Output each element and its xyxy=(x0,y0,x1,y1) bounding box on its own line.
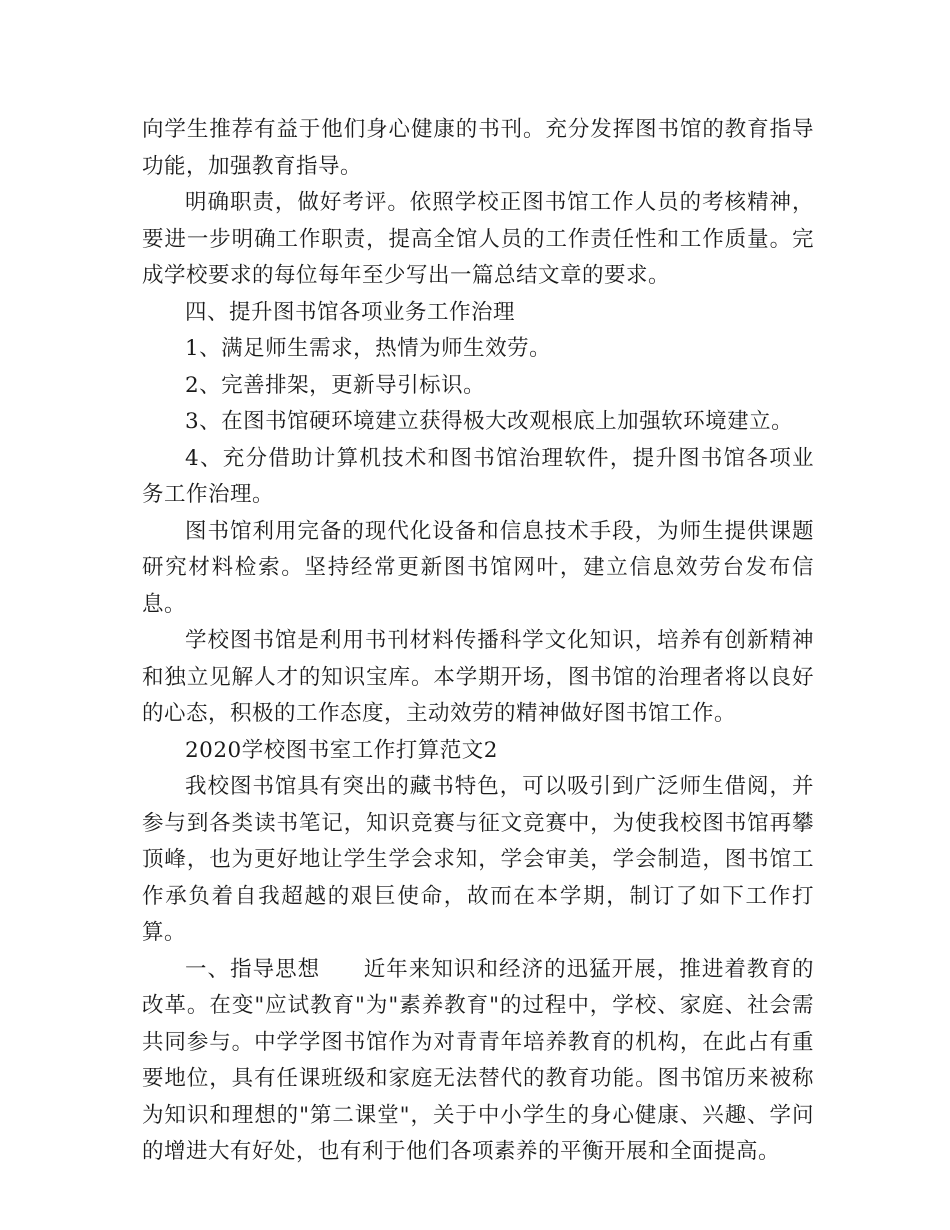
paragraph: 明确职责，做好考评。依照学校正图书馆工作人员的考核精神，要进一步明确工作职责，提高全馆人员的工作责任性和工作质量。完成学校要求的每位每年至少写出一篇总结文章的要求。 xyxy=(142,190,814,288)
document-body xyxy=(142,112,814,1171)
section-heading-inline: 一、指导思想 xyxy=(185,956,321,982)
paragraph-body: 近年来知识和经济的迅猛开展，推进着教育的改革。在变"应试教育"为"素养教育"的过程中，学校、家庭、社会需共同参与。中学学图书馆作为对青青年培养教育的机构，在此占有重要地位，具有任课班级和家庭无法替代的教育功能。图书馆历来被称为知识和理想的"第二课堂"，关于中小学生的身心健康、兴趣、学问的增进大有好处，也有利于他们各项素养的平衡开展和全面提高。 xyxy=(142,956,814,1164)
paragraph: 学校图书馆是利用书刊材料传播科学文化知识，培养有创新精神和独立见解人才的知识宝库。本学期开场，图书馆的治理者将以良好的心态，积极的工作态度，主动效劳的精神做好图书馆工作。 xyxy=(142,628,814,726)
article-title: 2020学校图书室工作打算范文2 xyxy=(185,737,498,763)
paragraph xyxy=(142,952,814,1171)
list-item: 1、满足师生需求，热情为师生效劳。 xyxy=(185,336,552,361)
paragraph: 我校图书馆具有突出的藏书特色，可以吸引到广泛师生借阅，并参与到各类读书笔记，知识竞赛与征文竞赛中，为使我校图书馆再攀顶峰，也为更好地让学生学会求知，学会审美，学会制造，图书馆工作承负着自我超越的艰巨使命，故而在本学期，制订了如下工作打算。 xyxy=(142,774,814,945)
list-item: 3、在图书馆硬环境建立获得极大改观根底上加强软环境建立。 xyxy=(185,409,794,434)
list-item: 4、充分借助计算机技术和图书馆治理软件，提升图书馆各项业务工作治理。 xyxy=(142,445,814,507)
paragraph: 向学生推荐有益于他们身心健康的书刊。充分发挥图书馆的教育指导功能，加强教育指导。 xyxy=(142,117,814,179)
list-item: 2、完善排架，更新导引标识。 xyxy=(185,372,486,398)
section-heading: 四、提升图书馆各项业务工作治理 xyxy=(185,299,516,325)
paragraph: 图书馆利用完备的现代化设备和信息技术手段，为师生提供课题研究材料检索。坚持经常更新图书馆网叶，建立信息效劳台发布信息。 xyxy=(142,518,814,617)
